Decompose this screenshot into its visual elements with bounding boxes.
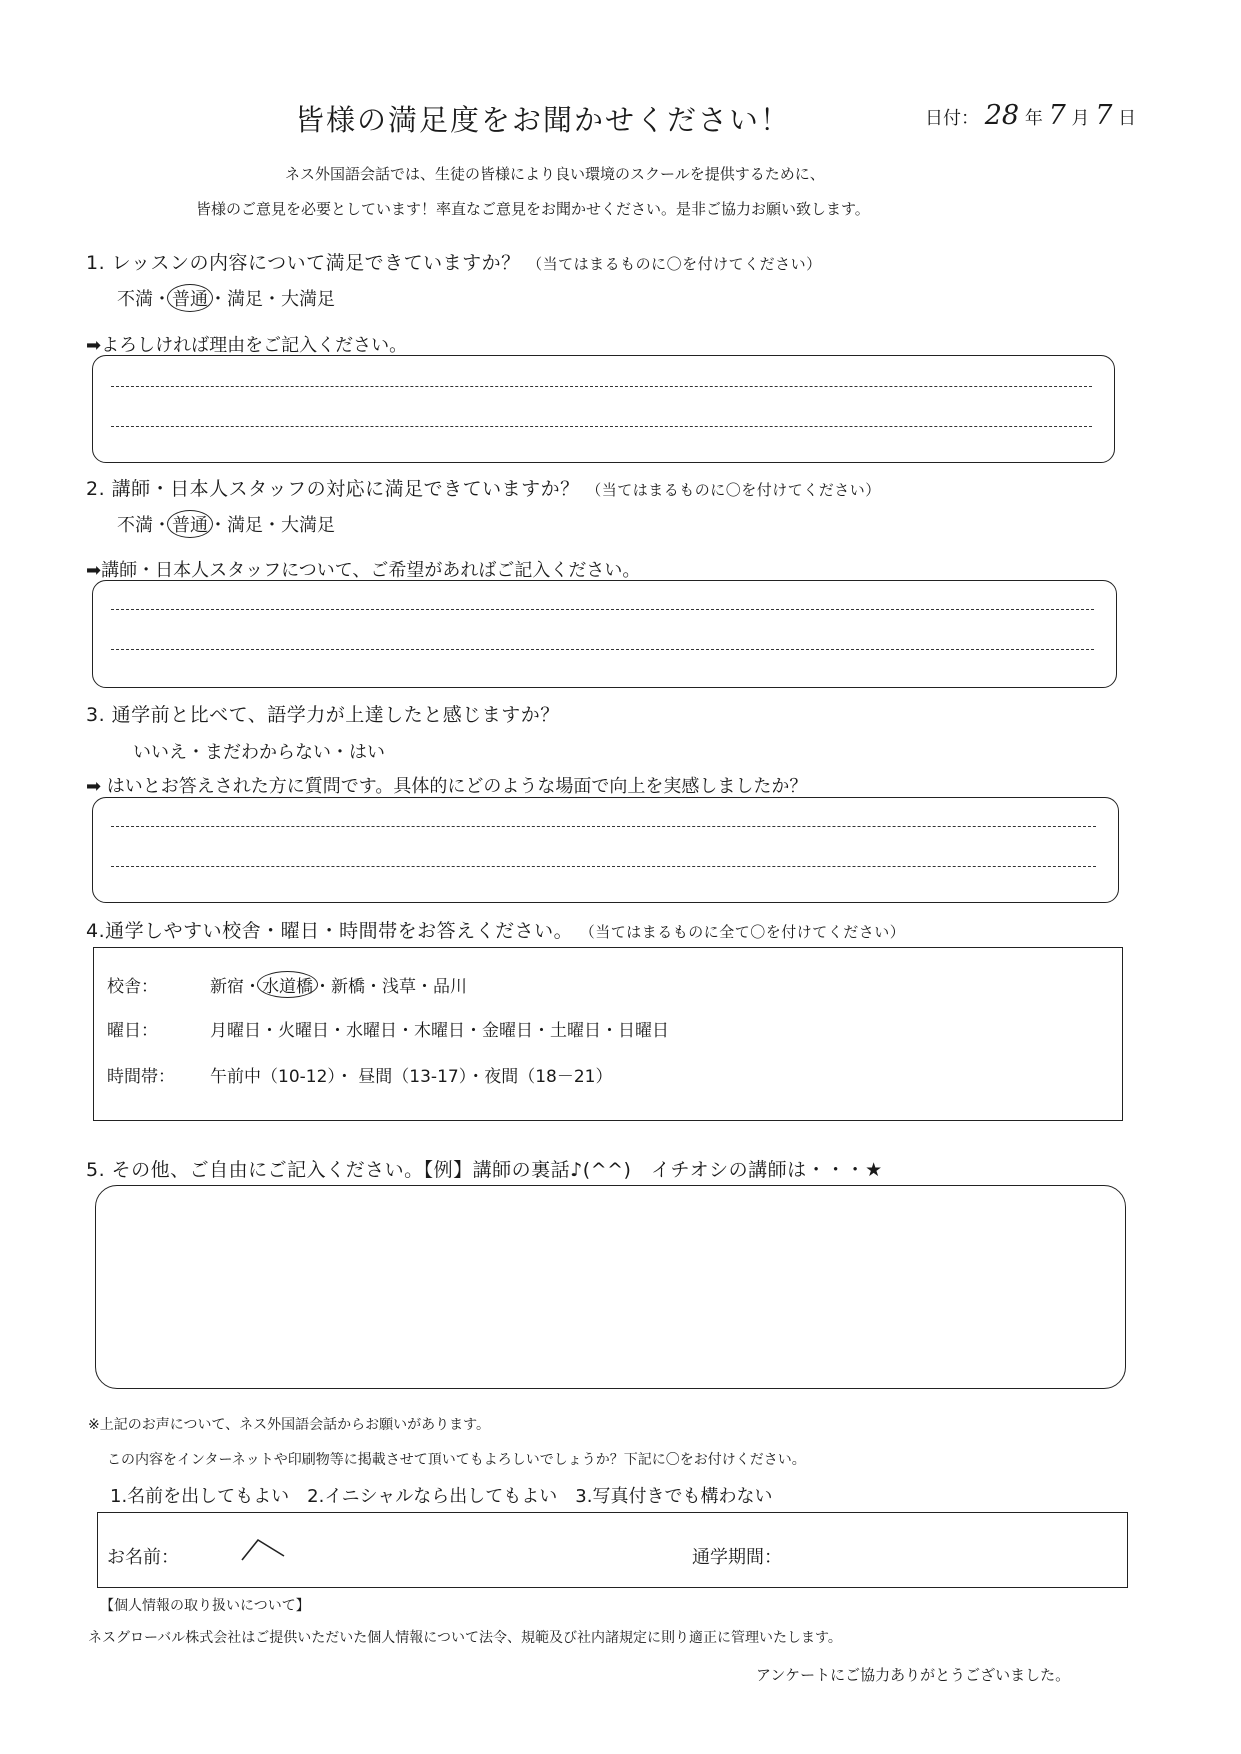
date-year: 28 [984, 100, 1020, 131]
q1-comment-box[interactable] [92, 355, 1115, 463]
q1-option-1[interactable]: 不満 [117, 289, 153, 310]
permission-options[interactable]: 1.名前を出してもよい 2.イニシャルなら出してもよい 3.写真付きでも構わない [110, 1486, 773, 1507]
permission-line-2: この内容をインターネットや印刷物等に掲載させて頂いてもよろしいでしょうか？下記に〇をお付けください。 [107, 1452, 806, 1468]
q1-question [86, 248, 822, 275]
q1-option-3[interactable]: 満足 [227, 289, 263, 310]
school-option-2-selected[interactable]: 水道橋 [257, 971, 318, 998]
q2-option-3[interactable]: 満足 [227, 515, 263, 536]
dashed-line [111, 426, 1092, 427]
school-option-3[interactable]: 新橋 [331, 977, 365, 997]
intro-line-1: ネス外国語会話では、生徒の皆様により良い環境のスクールを提供するために、 [285, 165, 825, 183]
date-year-unit: 年 [1024, 108, 1043, 129]
school-label: 校舎： [107, 977, 158, 997]
period-label: 通学期間： [692, 1547, 782, 1568]
time-options[interactable]: 午前中（10-12）・ 昼間（13-17）・夜間（18－21） [210, 1067, 613, 1087]
day-options[interactable]: 月曜日・火曜日・水曜日・木曜日・金曜日・土曜日・日曜日 [210, 1021, 669, 1041]
q2-question [86, 474, 881, 501]
q2-option-1[interactable]: 不満 [117, 515, 153, 536]
time-label: 時間帯： [107, 1067, 175, 1087]
q2-question-text: 2. 講師・日本人スタッフの対応に満足できていますか？ [86, 478, 580, 500]
date-label: 日付： [925, 108, 979, 129]
dashed-line [111, 866, 1096, 867]
q3-question: 3. 通学前と比べて、語学力が上達したと感じますか？ [86, 704, 560, 726]
q4-note: （当てはまるものに全て〇を付けてください） [579, 923, 906, 941]
day-label: 曜日： [107, 1021, 158, 1041]
name-handwriting-mark [238, 1534, 288, 1564]
school-options: 新宿・水道橋・新橋・浅草・品川 [210, 972, 467, 997]
q4-question-text: 4.通学しやすい校舎・曜日・時間帯をお答えください。 [86, 920, 574, 942]
q1-option-2-selected[interactable]: 普通 [167, 284, 213, 312]
date-month-unit: 月 [1071, 108, 1090, 129]
q1-followup: ➡よろしければ理由をご記入ください。 [86, 335, 408, 356]
q2-followup: ➡講師・日本人スタッフについて、ご希望があればご記入ください。 [86, 560, 641, 581]
q2-note: （当てはまるものに〇を付けてください） [586, 481, 881, 499]
q2-option-2-selected[interactable]: 普通 [167, 510, 213, 538]
q2-comment-box[interactable] [92, 580, 1117, 688]
q5-question: 5. その他、ご自由にご記入ください。【例】講師の裏話♪(^^) イチオシの講師は・・・★ [86, 1159, 883, 1181]
q5-comment-box[interactable] [95, 1185, 1126, 1389]
q1-options: 不満・普通・満足・大満足 [117, 285, 335, 311]
q4-question [86, 916, 905, 943]
dashed-line [111, 386, 1092, 387]
q2-option-4[interactable]: 大満足 [281, 515, 335, 536]
q1-option-4[interactable]: 大満足 [281, 289, 335, 310]
date-field [925, 100, 1136, 131]
dashed-line [111, 649, 1094, 650]
school-option-5[interactable]: 品川 [433, 977, 467, 997]
q3-comment-box[interactable] [92, 797, 1119, 903]
q1-note: （当てはまるものに〇を付けてください） [527, 255, 822, 273]
date-day: 7 [1095, 100, 1113, 131]
dashed-line [111, 609, 1094, 610]
privacy-text: ネスグローバル株式会社はご提供いただいた個人情報について法令、規範及び社内諸規定に則り適正に管理いたします。 [88, 1630, 842, 1646]
name-label: お名前： [107, 1547, 179, 1568]
q3-options[interactable]: いいえ・まだわからない・はい [133, 742, 385, 763]
date-day-unit: 日 [1118, 108, 1137, 129]
school-option-1[interactable]: 新宿 [210, 977, 244, 997]
page-title: 皆様の満足度をお聞かせください！ [295, 103, 792, 137]
intro-line-2: 皆様のご意見を必要としています！率直なご意見をお聞かせください。是非ご協力お願い致します。 [196, 200, 870, 218]
thanks-text: アンケートにご協力ありがとうございました。 [756, 1666, 1071, 1684]
q3-followup: ➡ はいとお答えされた方に質問です。具体的にどのような場面で向上を実感しましたか？ [86, 776, 808, 797]
school-option-4[interactable]: 浅草 [382, 977, 416, 997]
q1-question-text: 1. レッスンの内容について満足できていますか？ [86, 252, 521, 274]
dashed-line [111, 826, 1096, 827]
permission-line-1: ※上記のお声について、ネス外国語会話からお願いがあります。 [88, 1417, 491, 1433]
q2-options: 不満・普通・満足・大満足 [117, 511, 335, 537]
date-month: 7 [1048, 100, 1066, 131]
privacy-heading: 【個人情報の取り扱いについて】 [100, 1598, 310, 1614]
